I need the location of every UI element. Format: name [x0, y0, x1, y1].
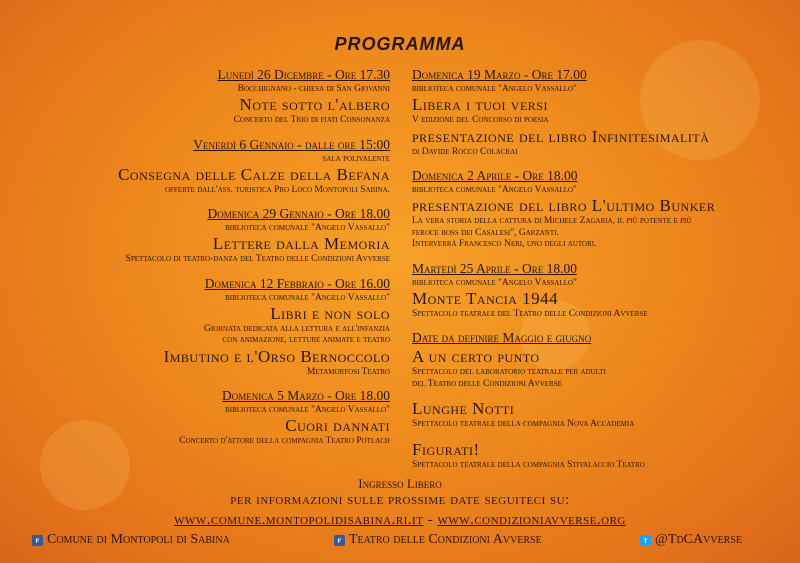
- event-date-heading: Domenica 12 Febbraio - Ore 16.00: [204, 275, 390, 291]
- event-date-heading: Date da definire Maggio e giugno: [412, 330, 592, 345]
- event-venue: biblioteca comunale "Angelo Vassallo": [225, 292, 390, 303]
- event-block: [412, 440, 782, 472]
- twitter-icon: t: [640, 535, 651, 546]
- event-block: [412, 329, 782, 390]
- event-description: di Davide Rocco Colacrai: [412, 146, 518, 157]
- event-subtitle: presentazione del libro Infinitesimalità: [412, 126, 710, 146]
- event-description: Giornata dedicata alla lettura e all'infanzia: [203, 323, 390, 334]
- facebook-icon: f: [32, 535, 43, 546]
- event-title: Monte Tancia 1944: [412, 288, 559, 308]
- event-description: feroce boss dei Casalesi", Garzanti.: [412, 227, 559, 238]
- event-block: [20, 66, 390, 127]
- event-date-heading: Domenica 29 Gennaio - Ore 18.00: [207, 206, 390, 221]
- social-comune[interactable]: [32, 532, 230, 548]
- event-venue: Bocchignano - chiesa di San Giovanni: [237, 84, 390, 94]
- event-date-heading: Lunedì 26 Dicembre - Ore 17.30: [217, 67, 390, 82]
- event-block: [412, 66, 782, 158]
- event-description: Spettacolo del laboratorio teatrale per adulti: [412, 367, 606, 377]
- event-title: Figurati!: [412, 439, 480, 459]
- event-title: A un certo punto: [412, 347, 540, 366]
- event-title: Libri e non solo: [270, 303, 390, 323]
- event-date-heading: Domenica 2 Aprile - Ore 18.00: [412, 168, 578, 183]
- event-title: Lunghe Notti: [412, 399, 515, 418]
- event-description: del Teatro delle Condizioni Avverse: [412, 378, 562, 389]
- event-block: [412, 399, 782, 431]
- event-description: Interverrà Francesco Neri, uno degli autori.: [412, 239, 597, 249]
- event-description: V edizione del Concorso di poesia: [412, 115, 549, 125]
- event-block: [412, 167, 782, 251]
- event-description: Spettacolo teatrale del Teatro delle Condizioni Avverse: [412, 308, 648, 319]
- event-description: offerte dall'ass. turistica Pro Loco Montopoli Sabina.: [164, 184, 390, 195]
- link-separator: -: [423, 512, 438, 528]
- event-description: Concerto d'attore della compagnia Teatro Potlach: [179, 436, 390, 446]
- event-subtitle: Imbutino e l'Orso Bernoccolo: [163, 346, 390, 366]
- social-label: @TdCAvverse: [655, 532, 743, 547]
- event-date-heading: Venerdì 6 Gennaio - dalle ore 15:00: [193, 136, 390, 152]
- event-date-heading: Domenica 19 Marzo - Ore 17.00: [412, 67, 587, 82]
- links-row: [0, 512, 800, 529]
- event-block: [20, 205, 390, 266]
- event-block: [20, 387, 390, 448]
- event-description: Spettacolo di teatro-danza del Teatro delle Condizioni Avverse: [125, 254, 390, 264]
- page-title: PROGRAMMA: [334, 34, 466, 54]
- right-column: [412, 66, 782, 480]
- event-description: Spettacolo teatrale della compagnia Stivalaccio Teatro: [412, 459, 645, 470]
- event-description: La vera storia della cattura di Michele Zagaria, il più potente e più: [412, 216, 692, 226]
- event-description: Spettacolo teatrale della compagnia Nova Accademia: [412, 419, 635, 429]
- social-teatro[interactable]: [334, 532, 542, 548]
- event-title: Note sotto l'albero: [239, 95, 390, 114]
- left-column: [20, 66, 390, 457]
- event-title: Cuori dannati: [285, 416, 390, 435]
- event-description: Concerto del Trio di fiati Consonanza: [233, 115, 390, 125]
- event-date-heading: Martedì 25 Aprile - Ore 18.00: [412, 260, 577, 276]
- social-label: Comune di Montopoli di Sabina: [47, 532, 230, 547]
- event-date-heading: Domenica 5 Marzo - Ore 18.00: [222, 388, 390, 403]
- condizioniavverse-website-link[interactable]: www.condizioniavverse.org: [437, 512, 626, 528]
- facebook-icon: f: [334, 535, 345, 546]
- event-title: Libera i tuoi versi: [412, 95, 548, 114]
- event-block: [20, 136, 390, 197]
- info-text: per informazioni sulle prossime date seguiteci su:: [230, 492, 570, 508]
- event-venue: biblioteca comunale "Angelo Vassallo": [412, 277, 577, 288]
- event-description: Metamorfosi Teatro: [306, 366, 390, 377]
- event-venue: biblioteca comunale "Angelo Vassallo": [412, 185, 577, 195]
- event-block: [20, 275, 390, 379]
- event-venue: biblioteca comunale "Angelo Vassallo": [412, 84, 577, 94]
- social-twitter[interactable]: [640, 532, 742, 548]
- event-venue: sala polivalente: [322, 153, 390, 164]
- free-entry-text: Ingresso Libero: [358, 476, 442, 491]
- social-label: Teatro delle Condizioni Avverse: [349, 532, 542, 547]
- comune-website-link[interactable]: www.comune.montopolidisabina.ri.it: [174, 512, 424, 528]
- event-title: presentazione del libro L'ultimo Bunker: [412, 196, 716, 215]
- event-venue: biblioteca comunale "Angelo Vassallo": [225, 405, 390, 415]
- event-venue: biblioteca comunale "Angelo Vassallo": [225, 223, 390, 233]
- event-title: Lettere dalla Memoria: [212, 234, 390, 253]
- event-block: [412, 260, 782, 321]
- event-description: con animazione, letture animate e teatro: [222, 335, 390, 345]
- event-title: Consegna delle Calze della Befana: [118, 164, 390, 184]
